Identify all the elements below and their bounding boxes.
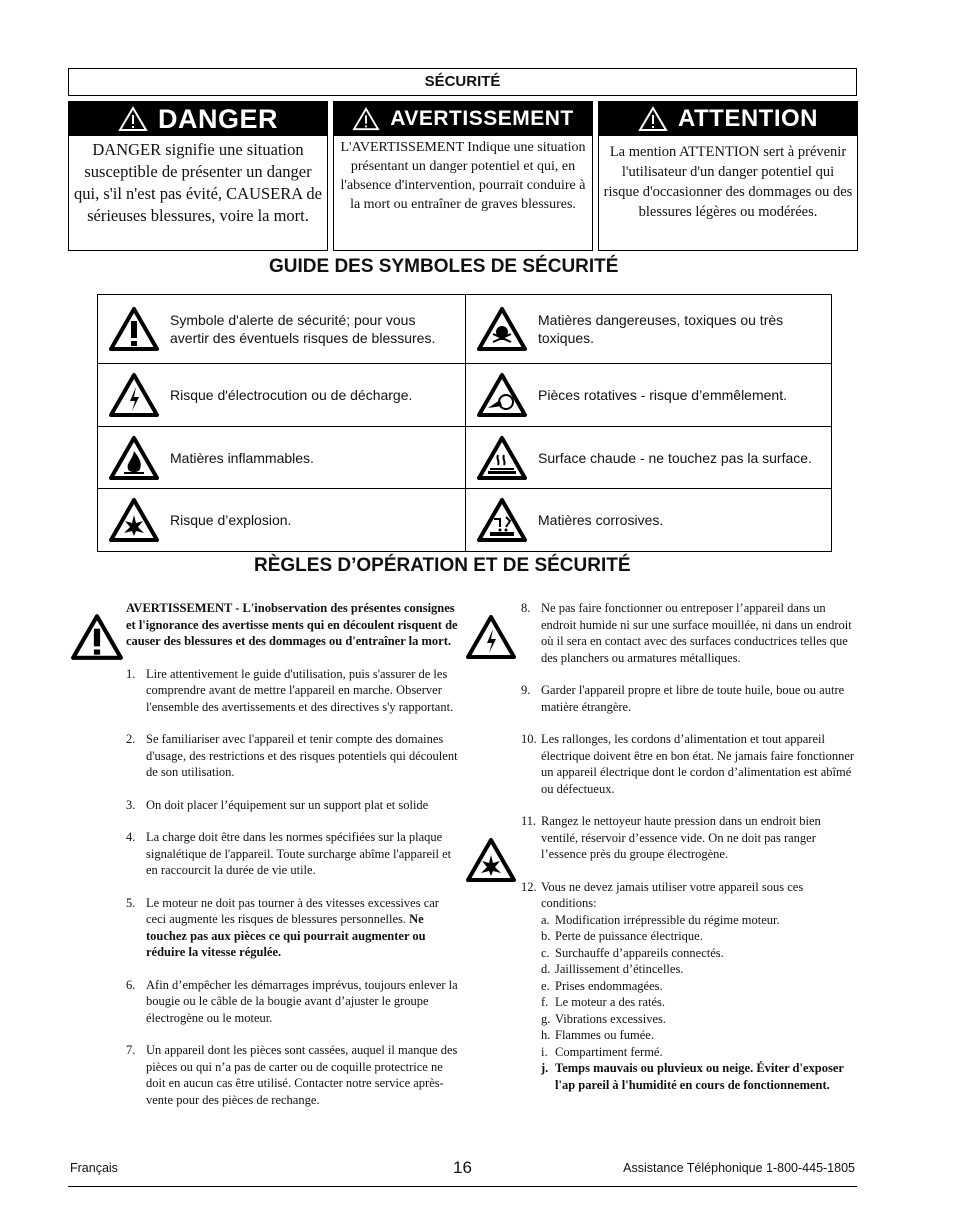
lightning-icon: [465, 613, 517, 661]
warning-text: L'AVERTISSEMENT Indique une situation présentant un danger potentiel et qui, en l'absence d'intervention, pourrait conduire à la mort ou entraîner de graves blessures.: [340, 140, 586, 212]
rule-text: Vous ne devez jamais utiliser votre appareil sous ces conditions:: [541, 879, 804, 910]
symbol-text: Risque d'électrocution ou de décharge.: [170, 387, 413, 403]
rotating-parts-icon: [476, 372, 528, 418]
rule-number: 7.: [126, 1043, 136, 1057]
rule-item: [126, 797, 461, 814]
skull-icon: [476, 306, 528, 352]
exclamation-icon: [108, 306, 160, 352]
rule-item: [521, 879, 859, 1094]
rule-number: 4.: [126, 830, 136, 844]
rule-text: Un appareil dont les pièces sont cassées, auquel il manque des pièces ou qui n’a pas de carter ou de coquille protectrice ne doit en aucun cas être utilisé. Contacter notre service après-vente pour des pièces de rechange.: [146, 1043, 458, 1107]
flame-icon: [108, 435, 160, 481]
symbol-text: Matières corrosives.: [538, 512, 664, 528]
rule-item: [521, 682, 859, 715]
symbol-text: Risque d’explosion.: [170, 512, 292, 528]
list-item: b. Perte de puissance électrique.: [541, 929, 703, 943]
lightning-icon: [108, 372, 160, 418]
rules-left-column: [126, 600, 461, 1124]
list-item: f. Le moteur a des ratés.: [541, 995, 666, 1009]
rule-item: [521, 731, 859, 797]
rule-text: Rangez le nettoyeur haute pression dans un endroit bien ventilé, réservoir d’essence vide. On ne doit pas ranger l’essence près du groupe électrogène.: [541, 814, 821, 861]
hot-surface-icon: [476, 435, 528, 481]
rule-item: [126, 731, 461, 781]
explosion-icon: [108, 497, 160, 543]
symbol-text: Matières dangereuses, toxiques ou très toxiques.: [538, 312, 784, 346]
page-number: 16: [453, 1158, 472, 1177]
symbol-cell: [466, 364, 832, 427]
rule-text: Le moteur ne doit pas tourner à des vitesses excessives car ceci augmente les risques de blessures personnelles.: [146, 895, 439, 926]
list-item: j. Temps mauvais ou pluvieux ou neige. Éviter d'exposer l'ap pareil à l'humidité en cours de fonctionnement.: [541, 1061, 844, 1092]
rules-title: RÈGLES D’OPÉRATION ET DE SÉCURITÉ: [254, 555, 631, 576]
guide-title: GUIDE DES SYMBOLES DE SÉCURITÉ: [269, 256, 619, 277]
danger-text: DANGER signifie une situation susceptible de présenter un danger qui, s'il n'est pas évité, CAUSERA de sérieuses blessures, voire la mort.: [74, 140, 322, 225]
symbol-cell: [466, 489, 832, 552]
symbol-cell: [466, 295, 832, 364]
rule-number: 9.: [521, 683, 531, 697]
symbol-text: Pièces rotatives - risque d’emmêlement.: [538, 387, 787, 403]
list-item: a. Modification irrépressible du régime moteur.: [541, 912, 780, 927]
attention-box: [598, 101, 858, 251]
rule-number: 1.: [126, 666, 136, 681]
symbol-cell: [466, 427, 832, 489]
warning-triangle-icon: [118, 106, 148, 132]
rule-text: Garder l'appareil propre et libre de toute huile, boue ou autre matière étrangère.: [541, 683, 845, 714]
conditions-list: [541, 912, 859, 1094]
rule-text: Ne pas faire fonctionner ou entreposer l’appareil dans un endroit humide ni sur une surface mouillée, ni dans un endroit où il sera en contact avec des surfaces conductrices telles que des planchers ou armatures métalliques.: [541, 601, 852, 665]
symbol-cell: [98, 489, 466, 552]
rule-number: 12.: [521, 879, 537, 894]
warning-triangle-icon: [638, 106, 668, 132]
rule-number: 5.: [126, 895, 136, 910]
rule-item: [126, 666, 461, 716]
rule-number: 3.: [126, 797, 136, 812]
list-item: c. Surchauffe d’appareils connectés.: [541, 945, 724, 960]
corrosive-icon: [476, 497, 528, 543]
list-item: g. Vibrations excessives.: [541, 1011, 667, 1026]
rule-number: 8.: [521, 601, 531, 615]
explosion-icon: [465, 836, 517, 884]
rule-text: Lire attentivement le guide d'utilisation, puis s'assurer de les comprendre avant de mettre l'appareil en marche. Observer l'ensemble des avertissements et des directives s'y rapportant.: [146, 666, 454, 714]
symbol-text: Surface chaude - ne touchez pas la surface.: [538, 449, 812, 466]
symbol-cell: [98, 295, 466, 364]
rule-text: La charge doit être dans les normes spécifiées sur la plaque signalétique de l'appareil. Toute surcharge abîme l'appareil et en raccourcit la durée de vie utile.: [146, 830, 452, 877]
symbol-cell: [98, 364, 466, 427]
rule-item: [126, 895, 461, 961]
attention-text: La mention ATTENTION sert à prévenir l'utilisateur d'un danger potentiel qui risque d'occasionner des dommages ou des blessures légères ou modérées.: [603, 144, 853, 220]
rule-text: Afin d’empêcher les démarrages imprévus, toujours enlever la bougie ou le câble de la bougie avant d’ajuster le groupe électrogène ou le moteur.: [146, 977, 458, 1025]
list-item: e. Prises endommagées.: [541, 978, 663, 993]
rule-number: 11.: [521, 814, 537, 828]
rule-item: [521, 813, 859, 863]
danger-box: [68, 101, 328, 251]
list-item: i. Compartiment fermé.: [541, 1044, 663, 1059]
warning-box: [333, 101, 593, 251]
rule-text: Les rallonges, les cordons d’alimentation et tout appareil électrique doivent être en bon état. Ne jamais faire fonctionner un appareil électrique dont le cordon d’alimentation est abîmé ou défectueux.: [541, 732, 855, 796]
rule-text: On doit placer l’équipement sur un support plat et solide: [146, 797, 429, 812]
symbols-table: [97, 294, 832, 552]
rule-number: 2.: [126, 732, 136, 746]
symbol-cell: [98, 427, 466, 489]
rules-right-column: [521, 600, 859, 1109]
rule-number: 6.: [126, 977, 136, 992]
warning-triangle-icon: [352, 107, 380, 131]
exclamation-icon: [70, 613, 124, 661]
warning-lead: AVERTISSEMENT - L'inobservation des présentes consignes et l'ignorance des avertisse ments qui en découlent risquent de causer des blessures et des dommages ou d'entraîner la mort.: [126, 601, 458, 648]
rule-item: [126, 1042, 461, 1108]
rule-item: [521, 600, 859, 666]
warning-word: AVERTISSEMENT: [390, 107, 574, 130]
page-footer: [68, 1158, 857, 1187]
danger-word: DANGER: [157, 103, 278, 134]
rule-text: Se familiariser avec l'appareil et tenir compte des domaines d'usage, des restrictions et des risques potentiels qui découlent de son utilisation.: [146, 732, 458, 779]
list-item: d. Jaillissement d’étincelles.: [541, 962, 684, 976]
rule-item: [126, 977, 461, 1027]
symbol-text: Symbole d'alerte de sécurité; pour vous avertir des éventuels risques de blessures.: [170, 312, 436, 346]
list-item: h. Flammes ou fumée.: [541, 1028, 654, 1042]
footer-language: Français: [70, 1161, 118, 1175]
symbol-text: Matières inflammables.: [170, 449, 314, 466]
rule-item: [126, 829, 461, 879]
rule-number: 10.: [521, 732, 537, 746]
footer-phone: Assistance Téléphonique 1-800-445-1805: [623, 1161, 855, 1175]
section-header: SÉCURITÉ: [68, 68, 857, 96]
attention-word: ATTENTION: [677, 105, 819, 132]
rule-bold-text: Ne touchez pas aux pièces ce qui pourrait augmenter ou réduire la vitesse régulée.: [146, 912, 426, 959]
